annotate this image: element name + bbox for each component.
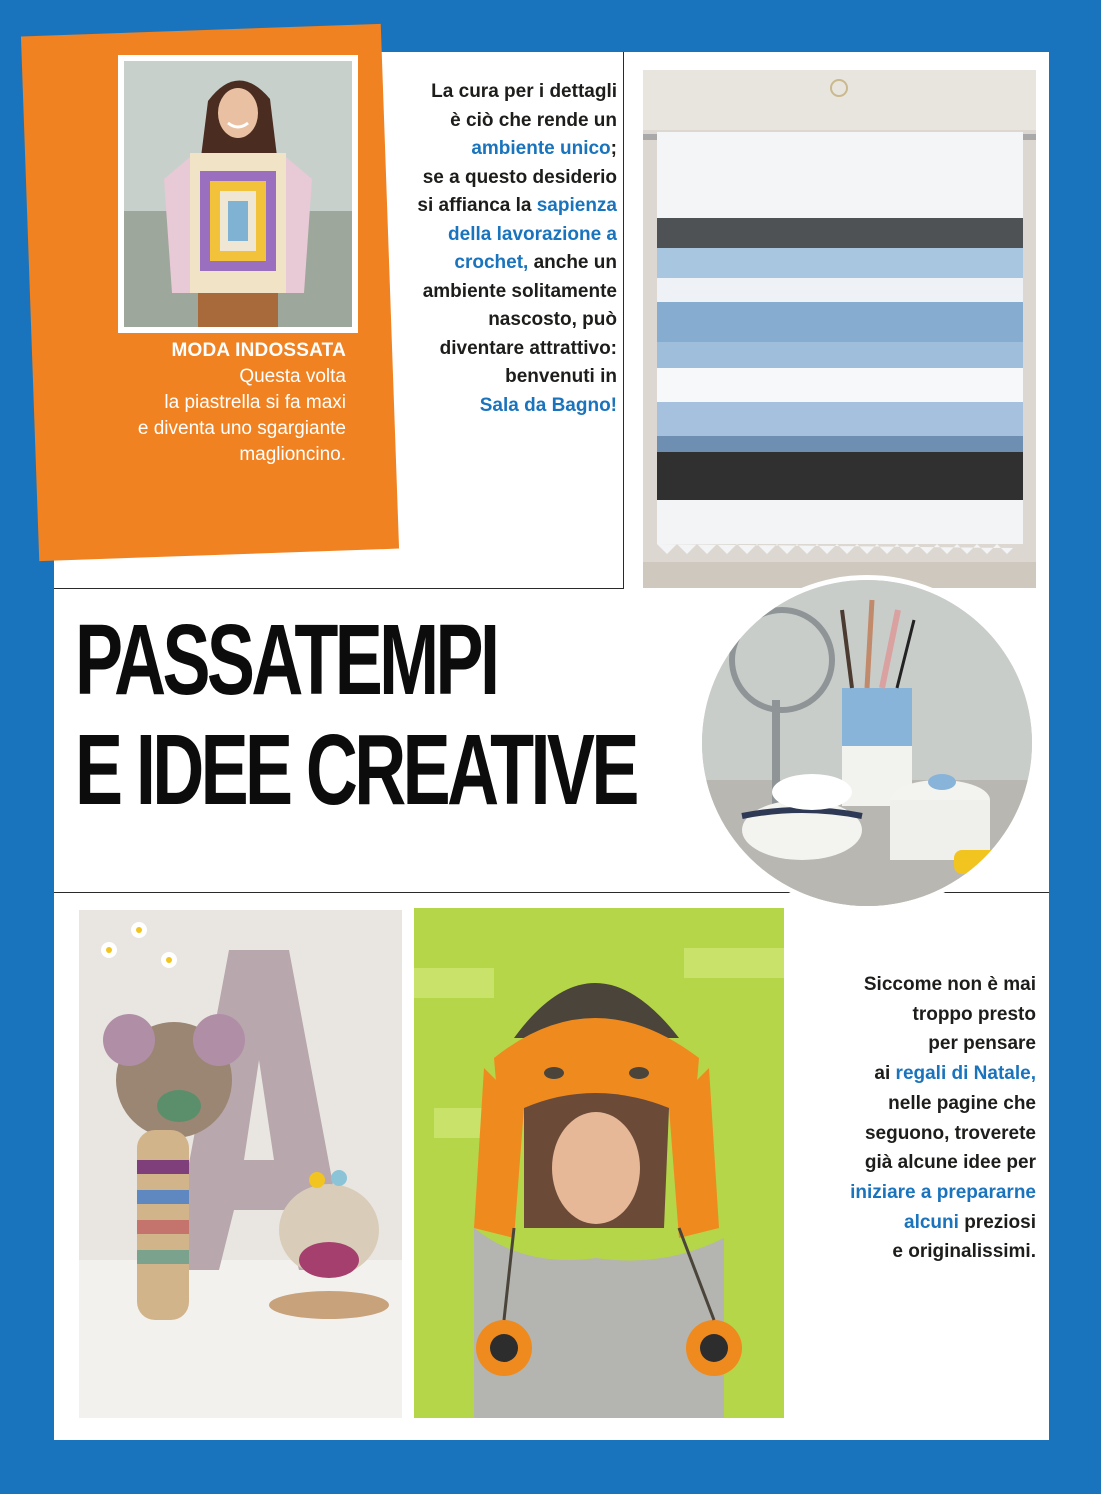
outro-highlight: alcuni [904, 1211, 959, 1233]
side-caption [80, 338, 346, 468]
intro-line: La cura per i dettagli [431, 81, 617, 102]
crochet-rattle-toys-photo [79, 910, 402, 1418]
side-caption-line: e diventa uno sgargiante [137, 418, 346, 439]
side-caption-heading: MODA INDOSSATA [171, 340, 346, 361]
outro-line: già alcune idee per [864, 1152, 1036, 1174]
intro-line: diventare attrattivo: [439, 337, 617, 359]
intro-highlight: crochet, [454, 252, 529, 273]
side-caption-line: la piastrella si fa maxi [164, 392, 346, 413]
intro-highlight: Sala da Bagno! [479, 394, 617, 416]
outro-line: Siccome non è mai [863, 974, 1036, 995]
outro-line [795, 1059, 1036, 1089]
intro-line: nascosto, può [488, 309, 617, 330]
intro-text: anche un [528, 252, 617, 273]
rattle-illustration [79, 910, 402, 1418]
outro-highlight: iniziare a prepararne [850, 1181, 1036, 1203]
intro-highlight: della lavorazione a [448, 223, 617, 245]
towels-illustration [643, 70, 1036, 588]
woman-granny-sweater-illustration [124, 61, 352, 327]
top-divider-horizontal [54, 588, 624, 589]
intro-text: ; [610, 138, 617, 159]
intro-line: se a questo desiderio [422, 166, 617, 188]
outro-line [795, 1208, 1036, 1238]
outro-line: nelle pagine che [888, 1092, 1036, 1114]
outro-text: preziosi [958, 1211, 1036, 1233]
outro-line: per pensare [928, 1033, 1036, 1055]
page-title [75, 604, 636, 826]
outro-line: troppo presto [912, 1003, 1036, 1025]
intro-line: ambiente solitamente [422, 280, 617, 302]
title-line-2: E IDEE CREATIVE [75, 714, 636, 826]
crochet-towels-photo [643, 70, 1036, 588]
bathroom-baskets-photo [697, 575, 1037, 911]
top-divider-vertical [623, 52, 624, 588]
intro-line [380, 135, 617, 164]
intro-paragraph [380, 78, 617, 420]
intro-line [380, 192, 617, 221]
outro-line: seguono, troverete [864, 1122, 1036, 1144]
woman-granny-sweater-photo [124, 61, 352, 327]
side-caption-line: Questa volta [239, 366, 346, 387]
intro-highlight: ambiente unico [471, 138, 611, 159]
outro-highlight: regali di Natale, [895, 1063, 1036, 1085]
fashion-photo-frame [118, 55, 358, 333]
hat-illustration [414, 908, 784, 1418]
outro-text: ai [874, 1063, 896, 1085]
outro-paragraph [795, 970, 1036, 1267]
intro-line: è ciò che rende un [450, 109, 617, 131]
baskets-illustration [702, 580, 1032, 906]
intro-line: benvenuti in [505, 366, 617, 387]
fur-trapper-hat-photo [414, 908, 784, 1418]
intro-line [380, 249, 617, 278]
side-caption-line: maglioncino. [239, 444, 346, 465]
title-line-1: PASSATEMPI [75, 604, 497, 716]
outro-line: e originalissimi. [892, 1241, 1036, 1263]
intro-text: si affianca la [417, 195, 537, 216]
intro-highlight: sapienza [536, 195, 617, 216]
